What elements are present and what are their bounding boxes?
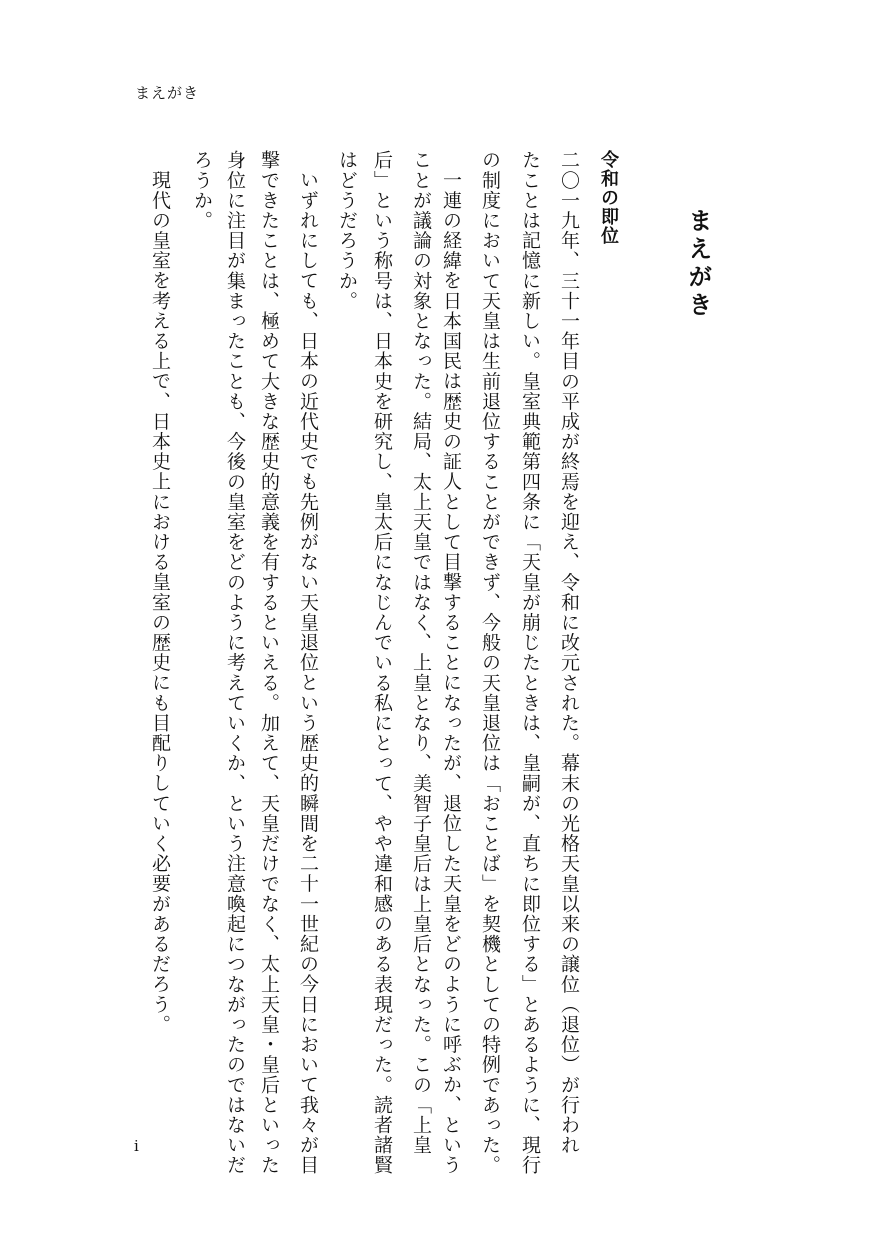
body-line-1: 二〇一九年、三十一年目の平成が終焉を迎え、令和に改元された。幕末の光格天皇以来の譲位（退位）が行われ	[558, 150, 580, 1155]
running-head: まえがき	[135, 84, 200, 102]
section-title: 令和の即位	[598, 150, 619, 245]
page-number: i	[134, 1137, 139, 1155]
body-line-6: 后」という称号は、日本史を研究し、皇太后になじんでいる私にとって、やや違和感のある表現だった。読者諸賢	[371, 150, 393, 1176]
body-line-4: 一連の経緯を日本国民は歴史の証人として目撃することになったが、退位した天皇をどのように呼ぶか、という	[440, 170, 462, 1175]
body-line-7: はどうだろうか。	[336, 150, 358, 311]
body-line-10: 身位に注目が集まったことも、今後の皇室をどのように考えていくか、という注意喚起につながったのではないだ	[224, 150, 246, 1176]
body-line-12: 現代の皇室を考える上で、日本史上における皇室の歴史にも目配りしていく必要があるだろう。	[149, 170, 171, 1035]
body-line-11: ろうか。	[191, 150, 213, 231]
body-line-5: ことが議論の対象となった。結局、太上天皇ではなく、上皇となり、美智子皇后は上皇后となった。この「上皇	[410, 150, 432, 1155]
chapter-title: まえがき	[684, 208, 713, 320]
body-line-8: いずれにしても、日本の近代史でも先例がない天皇退位という歴史的瞬間を二十一世紀の今日において我々が目	[297, 170, 319, 1175]
body-line-9: 撃できたことは、極めて大きな歴史的意義を有するといえる。加えて、天皇だけでなく、太上天皇・皇后といった	[258, 150, 280, 1176]
body-line-3: の制度において天皇は生前退位することができず、今般の天皇退位は「おことば」を契機としての特例であった。	[479, 150, 501, 1176]
body-line-2: たことは記憶に新しい。皇室典範第四条に「天皇が崩じたときは、皇嗣が、直ちに即位する」とあるように、現行	[519, 150, 541, 1176]
